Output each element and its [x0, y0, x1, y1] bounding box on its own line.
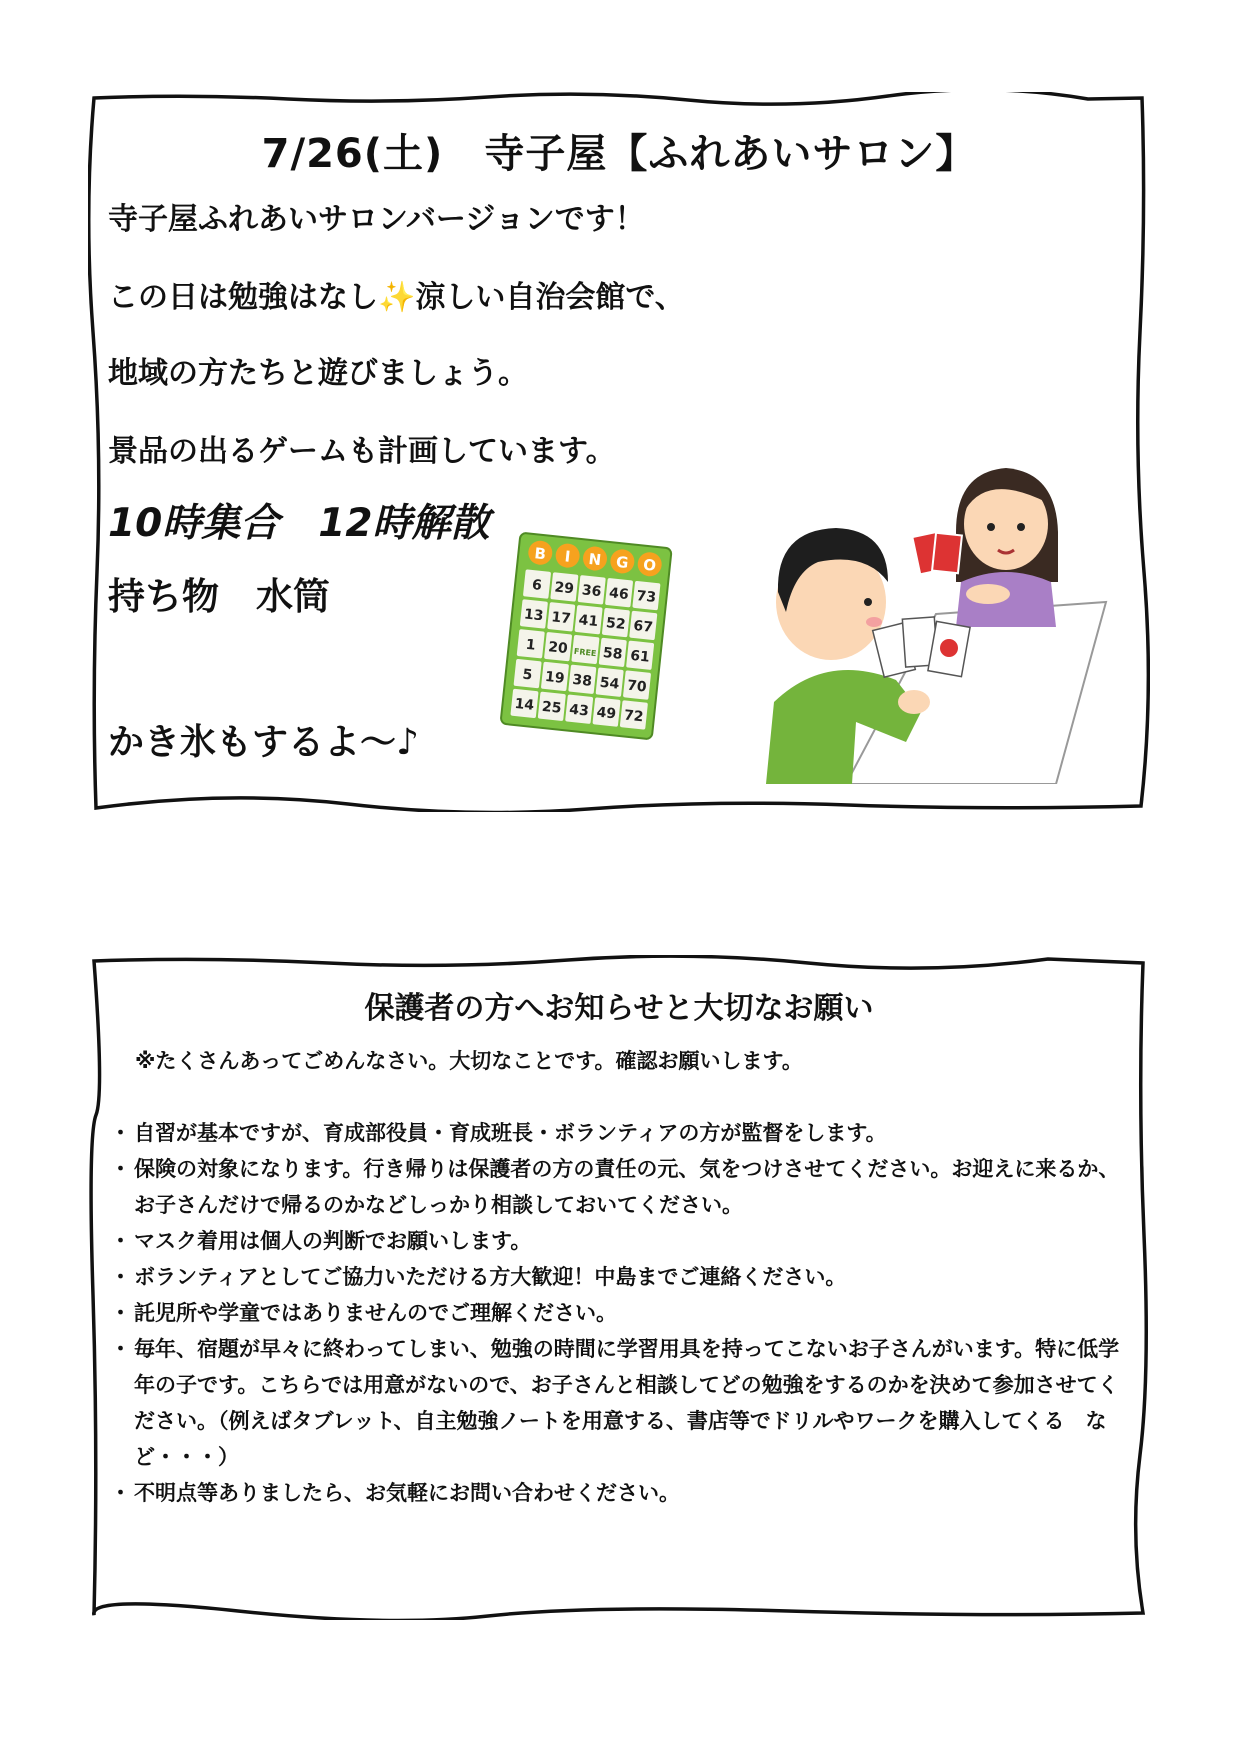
notice-title: 保護者の方へお知らせと大切なお願い	[364, 991, 874, 1026]
bingo-header-letter: G	[615, 552, 630, 572]
event-line-study-a: この日は勉強はなし	[108, 280, 378, 315]
event-line-study	[108, 272, 685, 316]
event-line-game: 景品の出るゲームも計画しています。	[108, 434, 616, 469]
bingo-header-letter: N	[587, 549, 603, 570]
bingo-number: 6	[531, 577, 543, 595]
bingo-number: 61	[629, 647, 651, 666]
notice-note: ※たくさんあってごめんなさい。大切なことです。確認お願いします。	[135, 1049, 803, 1073]
bingo-number: 46	[608, 585, 630, 604]
bingo-card-illustration	[496, 532, 676, 742]
bingo-number: 38	[571, 671, 593, 690]
bingo-number: 70	[626, 677, 648, 696]
list-item: ・ 保険の対象になります。行き帰りは保護者の方の責任の元、気をつけさせてください。お迎えに来るか、お子さんだけで帰るのかなどしっかり相談しておいてください。	[110, 1151, 1130, 1223]
list-item: ・ 毎年、宿題が早々に終わってしまい、勉強の時間に学習用具を持ってこないお子さんがいます。特に低学年の子です。こちらでは用意がないので、お子さんと相談してどの勉強をするのかを決めて参加させてください。（例えばタブレット、自主勉強ノートを用意する、書店等でドリルやワークを購入してくる など・・・）	[110, 1331, 1130, 1475]
bingo-number: 14	[513, 695, 535, 714]
bingo-number: 1	[524, 636, 537, 654]
event-line-study-b: 涼しい自治会館で、	[415, 280, 685, 315]
bingo-number: 43	[568, 701, 590, 720]
bingo-header-letter: O	[642, 555, 657, 575]
list-item: ・ ボランティアとしてご協力いただける方大歓迎！中島までご連絡ください。	[110, 1259, 1130, 1295]
bingo-number: 49	[595, 704, 617, 723]
bingo-number: 29	[553, 579, 575, 598]
bingo-header-letter: I	[563, 547, 572, 566]
bingo-number: 54	[598, 674, 621, 693]
event-shaved-ice: かき氷もするよ～♪	[108, 722, 419, 763]
bingo-number: 52	[605, 615, 627, 634]
event-line-play: 地域の方たちと遊びましょう。	[108, 356, 528, 391]
card-game-illustration	[756, 412, 1108, 784]
bingo-number: 19	[544, 668, 566, 687]
event-title: 7/26(土) 寺子屋【ふれあいサロン】	[261, 131, 977, 177]
list-item: ・ 託児所や学童ではありませんのでご理解ください。	[110, 1295, 1130, 1331]
notice-section	[88, 955, 1150, 1620]
bingo-number: 25	[541, 698, 563, 717]
bingo-number: FREE	[573, 646, 597, 659]
list-item: ・ マスク着用は個人の判断でお願いします。	[110, 1223, 1130, 1259]
bingo-number: 67	[632, 617, 654, 636]
event-section	[88, 92, 1150, 812]
bingo-header-letter: B	[533, 544, 547, 564]
list-item: ・ 自習が基本ですが、育成部役員・育成班長・ボランティアの方が監督をします。	[110, 1115, 1130, 1151]
event-belongings: 持ち物 水筒	[108, 575, 330, 618]
bingo-number: 20	[547, 639, 569, 658]
bingo-number: 5	[521, 666, 534, 684]
sparkles-icon: ✨	[378, 280, 416, 315]
bingo-number: 13	[523, 606, 545, 625]
bingo-number: 36	[581, 582, 603, 601]
bingo-number: 58	[602, 644, 624, 663]
notice-list	[110, 1115, 1130, 1511]
bingo-number: 72	[623, 707, 645, 726]
bingo-number: 17	[550, 609, 572, 628]
bingo-number: 41	[577, 612, 599, 631]
bingo-number: 73	[635, 588, 657, 607]
list-item: ・ 不明点等ありましたら、お気軽にお問い合わせください。	[110, 1475, 1130, 1511]
event-line-intro: 寺子屋ふれあいサロンバージョンです！	[108, 202, 645, 237]
event-time: 10時集合 12時解散	[108, 501, 490, 546]
